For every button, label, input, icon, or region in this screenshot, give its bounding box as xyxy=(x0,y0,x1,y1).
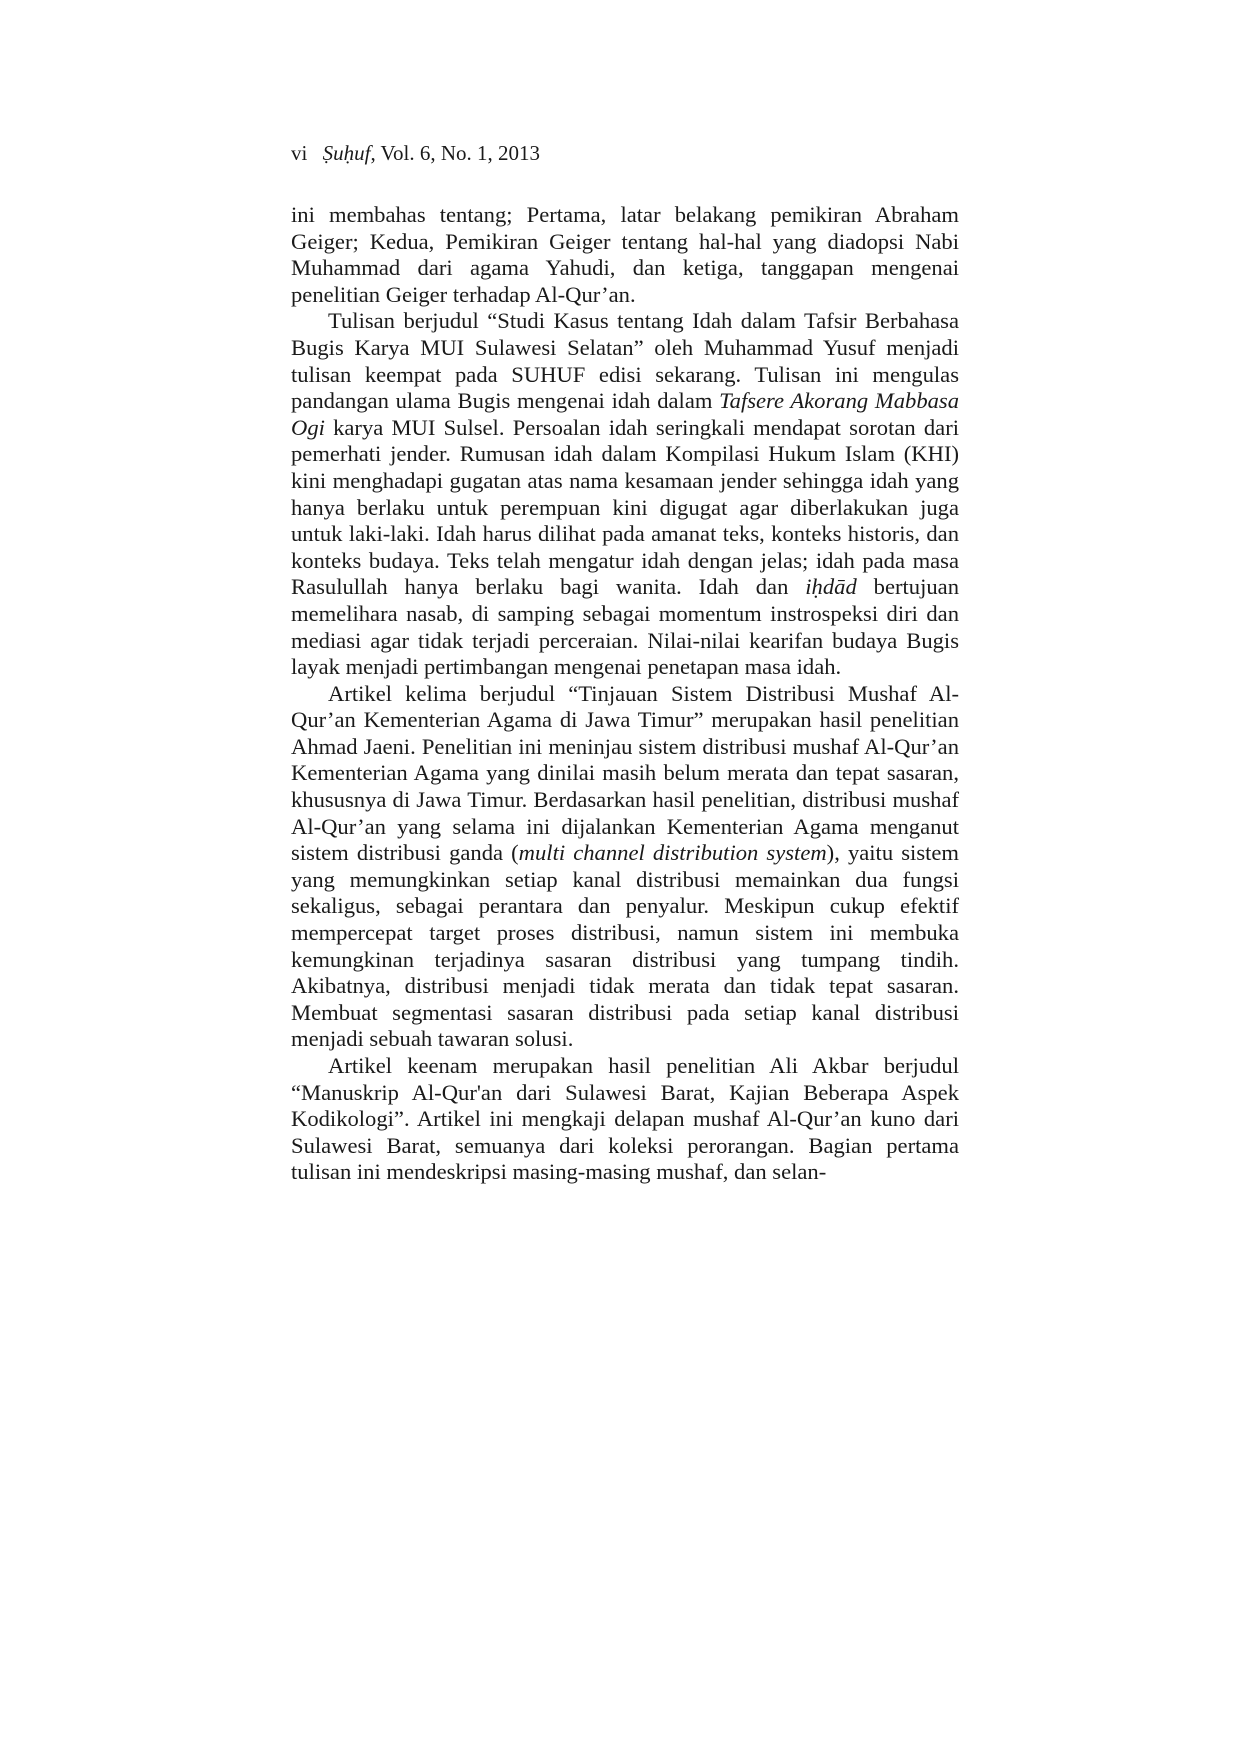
paragraph-text: ini membahas tentang; Pertama, latar belakang pemikiran Abraham Geiger; Kedua, Pemikiran Geiger tentang hal-hal yang diadopsi Nabi Muhammad dari agama Yahudi, dan ketiga, tanggapan mengenai penelitian Geiger terhadap Al-Qur’an. xyxy=(291,202,959,307)
paragraph-text: ), yaitu sistem yang memungkinkan setiap kanal distribusi memainkan dua fungsi sekaligus, sebagai perantara dan penyalur. Meskipun cukup efektif mempercepat target proses distribusi, namun sistem ini membuka kemungkinan terjadinya sasaran distribusi yang tumpang tindih. Akibatnya, distribusi menjadi tidak merata dan tidak tepat sasaran. Membuat segmentasi sasaran distribusi pada setiap kanal distribusi menjadi sebuah tawaran solusi. xyxy=(291,840,959,1052)
paragraph-1 xyxy=(291,202,959,308)
italic-title: Tafsere Akorang Mabbasa Ogi xyxy=(291,388,959,440)
running-header xyxy=(291,138,540,168)
paragraph-2 xyxy=(291,308,959,680)
article-body xyxy=(291,202,959,1186)
italic-term: iḥdād xyxy=(805,574,857,600)
paragraph-text: Artikel keenam merupakan hasil penelitian Ali Akbar berjudul “Manuskrip Al-Qur'an dari Sulawesi Barat, Kajian Beberapa Aspek Kodikologi”. Artikel ini mengkaji delapan mushaf Al-Qur’an kuno dari Sulawesi Barat, semuanya dari koleksi perorangan. Bagian pertama tulisan ini mendeskripsi masing-masing mushaf, dan selan- xyxy=(291,1053,959,1185)
paragraph-4 xyxy=(291,1053,959,1186)
paragraph-text: karya MUI Sulsel. Persoalan idah seringkali mendapat sorotan dari pemerhati jender. Rumusan idah dalam Kompilasi Hukum Islam (KHI) kini menghadapi gugatan atas nama kesamaan jender sehingga idah yang hanya berlaku untuk perempuan kini digugat agar diberlakukan juga untuk laki-laki. Idah harus dilihat pada amanat teks, konteks historis, dan konteks budaya. Teks telah mengatur idah dengan jelas; idah pada masa Rasulullah hanya berlaku bagi wanita. Idah dan xyxy=(291,414,959,600)
paragraph-3 xyxy=(291,681,959,1053)
italic-term: multi channel distribution system xyxy=(518,840,827,866)
journal-title: Ṣuḥuf xyxy=(322,141,371,165)
page-number: vi xyxy=(291,141,308,165)
paragraph-text: Artikel kelima berjudul “Tinjauan Sistem Distribusi Mushaf Al-Qur’an Kementerian Agama di Jawa Timur” merupakan hasil penelitian Ahmad Jaeni. Penelitian ini meninjau sistem distribusi mushaf Al-Qur’an Kementerian Agama yang dinilai masih belum merata dan tepat sasaran, khususnya di Jawa Timur. Berdasarkan hasil penelitian, distribusi mushaf Al-Qur’an yang selama ini dijalankan Kementerian Agama menganut sistem distribusi ganda ( xyxy=(291,680,959,866)
journal-issue: , Vol. 6, No. 1, 2013 xyxy=(370,141,541,165)
paragraph-text: bertujuan memelihara nasab, di samping sebagai momentum instrospeksi diri dan mediasi agar tidak terjadi perceraian. Nilai-nilai kearifan budaya Bugis layak menjadi pertimbangan mengenai penetapan masa idah. xyxy=(291,574,959,680)
paragraph-text: Tulisan berjudul “Studi Kasus tentang Idah dalam Tafsir Berbahasa Bugis Karya MUI Sulawesi Selatan” oleh Muhammad Yusuf menjadi tulisan keempat pada SUHUF edisi sekarang. Tulisan ini mengulas pandangan ulama Bugis mengenai idah dalam xyxy=(291,308,959,414)
